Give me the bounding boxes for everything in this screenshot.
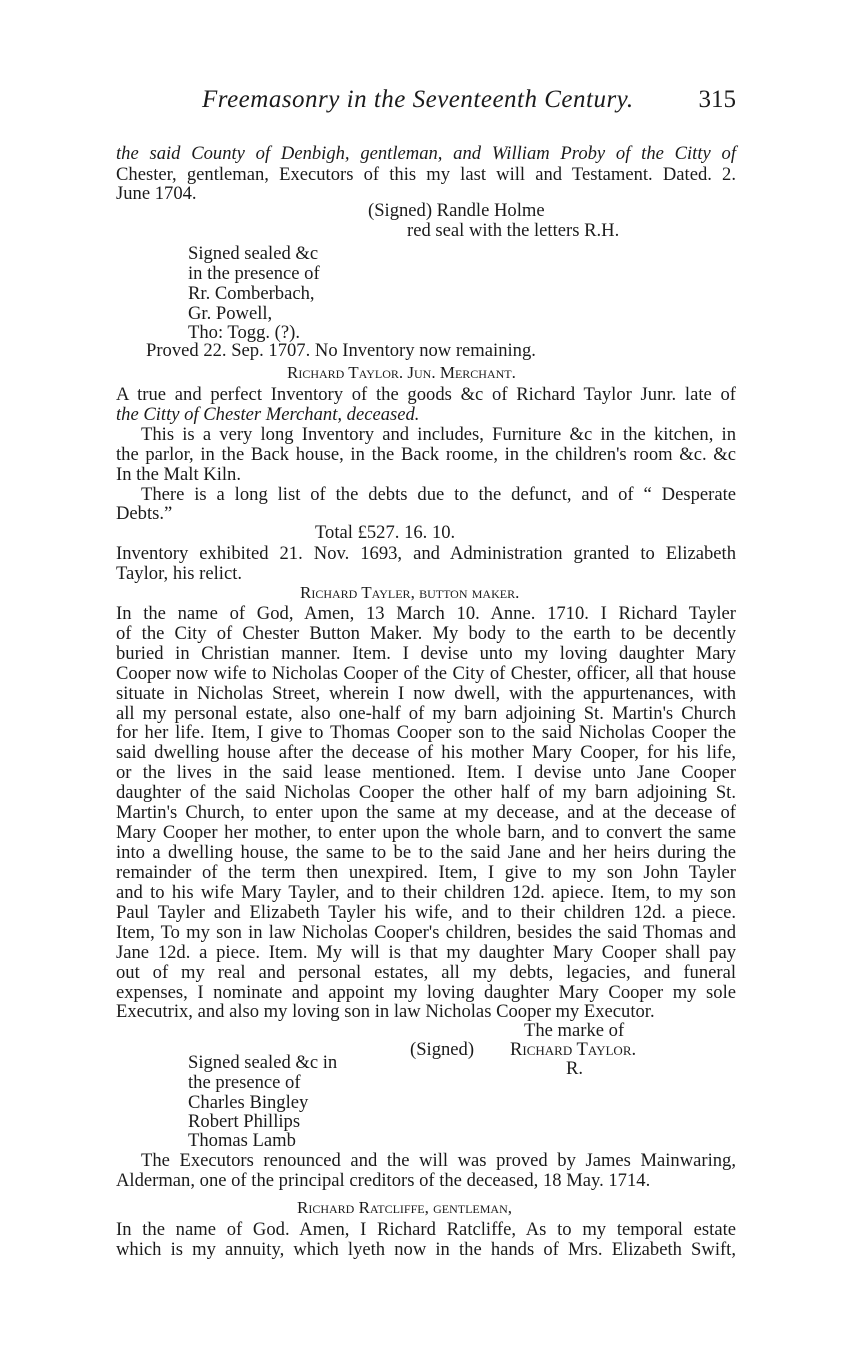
witness-name: Tho: Togg. (?).: [188, 322, 300, 343]
text-line: Inventory exhibited 21. Nov. 1693, and Administration granted to Elizabeth: [116, 543, 736, 564]
inventory-total: Total £527. 16. 10.: [315, 522, 456, 543]
seal-note: red seal with the letters R.H.: [407, 220, 620, 241]
text-line: situate in Nicholas Street, wherein I now dwell, with the appurtenances, with: [116, 683, 736, 704]
text-line: In the name of God. Amen, I Richard Ratcliffe, As to my temporal estate: [116, 1219, 736, 1240]
text-line: of the City of Chester Button Maker. My body to the earth to be decently: [116, 623, 736, 644]
witness-name: Gr. Powell,: [188, 303, 273, 324]
text-line: out of my real and personal estates, all my debts, legacies, and funeral: [116, 962, 736, 983]
text-line: for her life. Item, I give to Thomas Cooper son to the said Nicholas Cooper the: [116, 722, 736, 743]
text-line: There is a long list of the debts due to the defunct, and of “ Desperate: [141, 484, 736, 505]
running-header: [116, 86, 736, 126]
text-line: Alderman, one of the principal creditors of the deceased, 18 May. 1714.: [116, 1170, 651, 1191]
text-line: Jane 12d. a piece. Item. My will is that my daughter Mary Cooper shall pay: [116, 942, 736, 963]
mark-note: The marke of: [524, 1020, 625, 1041]
text-line: Signed sealed &c: [188, 243, 319, 264]
text-line: June 1704.: [116, 183, 197, 204]
page-number: 315: [698, 86, 736, 113]
signed-label: (Signed): [410, 1039, 475, 1060]
witness-name: Rr. Comberbach,: [188, 283, 315, 304]
text-line: the presence of: [188, 1072, 301, 1093]
running-title: Freemasonry in the Seventeenth Century.: [202, 86, 634, 113]
text-line: Martin's Church, to enter upon the same at my decease, and at the decease of: [116, 802, 736, 823]
signatory-name: Richard Taylor.: [510, 1039, 637, 1060]
text-line: remainder of the term then unexpired. Item, I give to my son John Tayler: [116, 862, 736, 883]
text-line: into a dwelling house, the same to be to the said Jane and her heirs during the: [116, 842, 736, 863]
witness-name: Thomas Lamb: [188, 1130, 296, 1151]
text-line: Paul Tayler and Elizabeth Tayler his wife, and to their children 12d. a piece.: [116, 902, 736, 923]
text-line: all my personal estate, also one-half of my barn adjoining St. Martin's Church: [116, 703, 736, 724]
text-line: Signed sealed &c in: [188, 1052, 338, 1073]
text-line: Taylor, his relict.: [116, 563, 243, 584]
text-line: In the name of God, Amen, 13 March 10. Anne. 1710. I Richard Tayler: [116, 603, 736, 624]
text-line: daughter of the said Nicholas Cooper the other half of my barn adjoining St.: [116, 782, 736, 803]
text-line: In the Malt Kiln.: [116, 464, 241, 485]
text-line: expenses, I nominate and appoint my loving daughter Mary Cooper my sole: [116, 982, 736, 1003]
text-line: the Citty of Chester Merchant, deceased.: [116, 404, 420, 425]
text-line: This is a very long Inventory and includes, Furniture &c in the kitchen, in: [141, 424, 736, 445]
text-line: A true and perfect Inventory of the goods &c of Richard Taylor Junr. late of: [116, 384, 736, 405]
text-line: the parlor, in the Back house, in the Back roome, in the children's room &c. &c: [116, 444, 736, 465]
section-heading: Richard Taylor. Jun. Merchant.: [287, 363, 516, 382]
text-line: in the presence of: [188, 263, 320, 284]
text-line: The Executors renounced and the will was proved by James Mainwaring,: [141, 1150, 736, 1171]
text-line: said dwelling house after the decease of his mother Mary Cooper, for his life,: [116, 742, 736, 763]
text-line: Debts.”: [116, 503, 173, 524]
witness-name: Charles Bingley: [188, 1092, 309, 1113]
signatory-mark: R.: [566, 1058, 584, 1079]
text-line: and to his wife Mary Tayler, and to their children 12d. apiece. Item, to my son: [116, 882, 736, 903]
signature-line: (Signed) Randle Holme: [368, 200, 545, 221]
text-line: buried in Christian manner. Item. I devise unto my loving daughter Mary: [116, 643, 736, 664]
text-line: Mary Cooper her mother, to enter upon the whole barn, and to convert the same: [116, 822, 736, 843]
text-line: Item, To my son in law Nicholas Cooper's children, besides the said Thomas and: [116, 922, 736, 943]
section-heading: Richard Tayler, button maker.: [300, 583, 520, 602]
text-line: Chester, gentleman, Executors of this my last will and Testament. Dated. 2.: [116, 164, 736, 185]
text-line: Cooper now wife to Nicholas Cooper of the City of Chester, officer, all that house: [116, 663, 736, 684]
text-line: or the lives in the said lease mentioned. Item. I devise unto Jane Cooper: [116, 762, 736, 783]
text-line: Executrix, and also my loving son in law Nicholas Cooper my Executor.: [116, 1001, 655, 1022]
text-line: the said County of Denbigh, gentleman, and William Proby of the Citty of: [116, 143, 736, 164]
section-heading: Richard Ratcliffe, gentleman,: [297, 1198, 513, 1217]
witness-name: Robert Phillips: [188, 1111, 301, 1132]
text-line: which is my annuity, which lyeth now in the hands of Mrs. Elizabeth Swift,: [116, 1239, 736, 1260]
probate-note: Proved 22. Sep. 1707. No Inventory now remaining.: [146, 340, 536, 361]
